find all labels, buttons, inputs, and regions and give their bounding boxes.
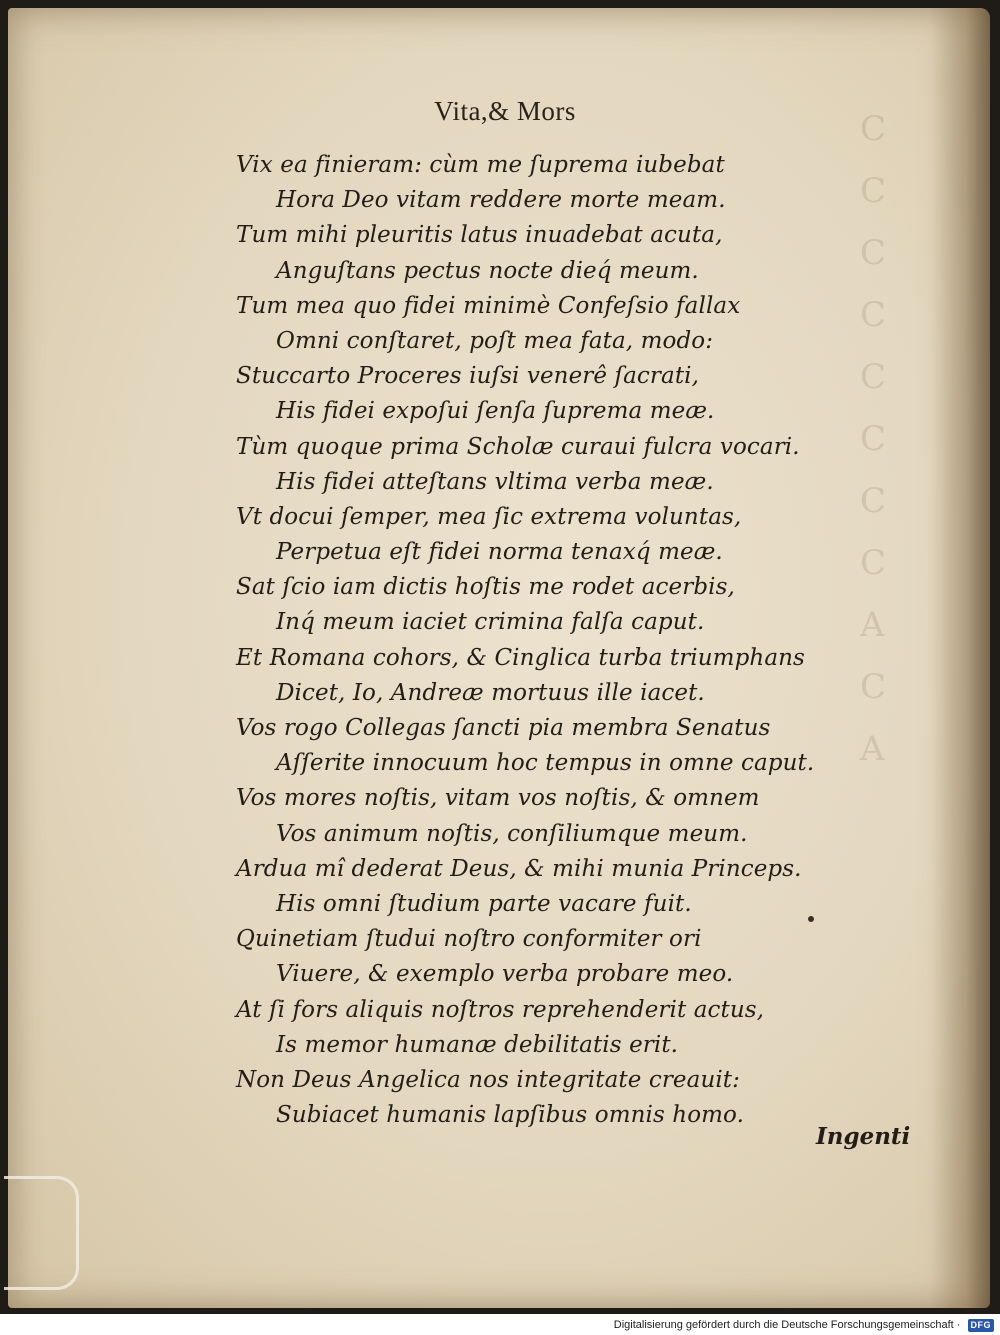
poem-line: Anguſtans pectus nocte dieq́ meum.	[276, 257, 699, 284]
poem-line: Tum mihi pleuritis latus inuadebat acuta,	[236, 222, 723, 249]
poem-line: Vos animum noſtis, conſiliumque meum.	[276, 820, 748, 847]
digitization-credit-bar	[0, 1316, 1000, 1335]
poem-line: Non Deus Angelica nos integritate creauit:	[236, 1066, 741, 1093]
catchword: Ingenti	[816, 1123, 911, 1150]
poem-line: Is memor humanæ debilitatis erit.	[276, 1031, 679, 1058]
poem-line: Vos mores noſtis, vitam vos noſtis, & omnem	[236, 785, 760, 812]
paper-clip-mark	[4, 1176, 79, 1290]
poem-line: Omni conſtaret, poſt mea fata, modo:	[276, 327, 714, 354]
poem-line: Hora Deo vitam reddere morte meam.	[276, 187, 726, 214]
poem-line: Viuere, & exemplo verba probare meo.	[276, 961, 734, 988]
poem-line: Tum mea quo fidei minimè Confeſsio fallax	[236, 292, 741, 319]
poem-line: Et Romana cohors, & Cinglica turba triumphans	[236, 644, 805, 671]
poem-line: Subiacet humanis lapſibus omnis homo.	[276, 1102, 745, 1129]
poem-line: Stuccarto Proceres iuſsi venerê ſacrati,	[236, 363, 700, 390]
poem-line: His fidei atteſtans vltima verba meæ.	[276, 468, 714, 495]
poem-line: Inq́ meum iaciet crimina falſa caput.	[276, 609, 705, 636]
poem-line: Vos rogo Collegas ſancti pia membra Senatus	[236, 715, 771, 741]
running-header: Vita,& Mors	[434, 96, 576, 126]
poem-line: Perpetua eſt fidei norma tenaxq́ meæ.	[276, 539, 723, 566]
poem-line: Tùm quoque prima Scholæ curaui fulcra vocari.	[236, 433, 800, 460]
bleed-through-text: C C C C C C C C A C A	[860, 109, 887, 769]
paper-page	[8, 8, 990, 1308]
poem-line: Dicet, Io, Andreæ mortuus ille iacet.	[276, 679, 705, 706]
ink-spot	[808, 916, 814, 922]
poem-line: Quinetiam ſtudui noſtro conformiter ori	[236, 926, 702, 953]
funding-credit-text: Digitalisierung gefördert durch die Deutsche Forschungsgemeinschaft ·	[613, 1319, 961, 1331]
poem-line: His omni ſtudium parte vacare fuit.	[276, 890, 692, 917]
poem-line: Sat ſcio iam dictis hoſtis me rodet acerbis,	[236, 574, 735, 601]
poem-line: Aſſerite innocuum hoc tempus in omne caput.	[276, 750, 815, 777]
poem-line: Vix ea finieram: cùm me ſuprema iubebat	[236, 152, 725, 178]
poem-line: Ardua mî dederat Deus, & mihi munia Princeps.	[236, 855, 802, 882]
poem-line: Vt docui ſemper, mea ſic extrema voluntas,	[236, 503, 742, 530]
poem-text	[236, 148, 876, 1133]
dfg-logo[interactable]: DFG	[968, 1319, 995, 1332]
poem-line: At ſi fors aliquis noſtros reprehenderit actus,	[236, 996, 765, 1023]
poem-line: His fidei expoſui ſenſa ſuprema meæ.	[276, 398, 715, 425]
